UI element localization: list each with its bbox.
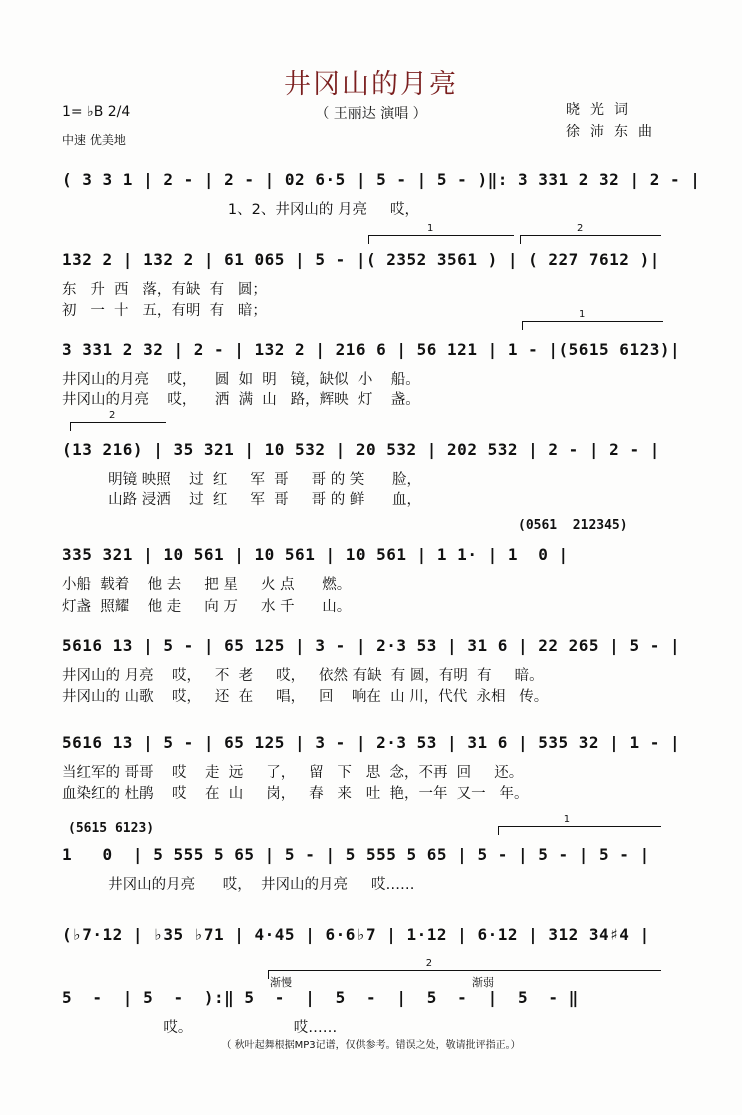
notation-line: 5616 13 | 5 - | 65 125 | 3 - | 2·3 53 | 31 6 | 535 32 | 1 - | (62, 733, 681, 752)
page-title: 井冈山的月亮 (284, 69, 458, 100)
lyric-line: 井冈山的 山歌 哎， 还 在 唱， 回 响在 山 川，代代 永相 传。 (62, 689, 549, 705)
lyric-line: 1、2、井冈山的 月亮 哎， (62, 202, 420, 218)
lyric-line: 井冈山的月亮 哎， 井冈山的月亮 哎…… (62, 877, 415, 893)
notation-line: 1 0 | 5 555 5 65 | 5 - | 5 555 5 65 | 5 - | 5 - | 5 - | (62, 845, 650, 864)
key-signature: 1= ♭B 2/4 (62, 104, 131, 120)
lyric-line: 哎。 哎…… (62, 1020, 338, 1036)
volta-bracket (70, 410, 166, 431)
volta-label: 2 (425, 958, 433, 969)
singer-credit: （ 王丽达 演唱 ） (315, 106, 427, 122)
lyric-line: 井冈山的 月亮 哎， 不 老 哎， 依然 有缺 有 圆，有明 有 暗。 (62, 668, 544, 684)
volta-label: 1 (563, 814, 571, 825)
lyric-line: 东 升 西 落，有缺 有 圆； (62, 282, 267, 298)
volta-bracket (520, 223, 661, 244)
intro-phrase: (5615 6123) (68, 821, 155, 836)
notation-line: 3 331 2 32 | 2 - | 132 2 | 216 6 | 56 121 | 1 - |(5615 6123)| (62, 340, 681, 359)
notation-line: ( 3 3 1 | 2 - | 2 - | 02 6·5 | 5 - | 5 - )‖: 3 331 2 32 | 2 - | (62, 170, 701, 189)
notation-line: 5 - | 5 - ):‖ 5 - | 5 - | 5 - | 5 - ‖ (62, 988, 579, 1007)
volta-label: 1 (427, 223, 434, 234)
volta-label: 2 (577, 223, 584, 234)
notation-line: 132 2 | 132 2 | 61 065 | 5 - |( 2352 3561 ) | ( 227 7612 )| (62, 250, 660, 269)
volta-bracket (522, 309, 663, 330)
lyric-line: 血染红的 杜鹃 哎 在 山 岗， 春 来 吐 艳，一年 又一 年。 (62, 786, 529, 802)
lyric-line: 山路 浸洒 过 红 军 哥 哥 的 鲜 血， (62, 492, 422, 508)
notation-line: 5616 13 | 5 - | 65 125 | 3 - | 2·3 53 | 31 6 | 22 265 | 5 - | (62, 636, 681, 655)
lyric-line: 当红军的 哥哥 哎 走 远 了， 留 下 思 念，不再 回 还。 (62, 765, 524, 781)
ritardando-mark: 渐慢 (270, 976, 292, 989)
volta-label: 1 (579, 309, 586, 320)
lyric-line: 灯盏 照耀 他 走 向 万 水 千 山。 (62, 599, 352, 615)
tempo-marking: 中速 优美地 (62, 133, 126, 147)
intro-phrase: (0561 212345) (518, 518, 628, 533)
lyric-line: 明镜 映照 过 红 军 哥 哥 的 笑 脸， (62, 472, 422, 488)
notation-line: (♭7·12 | ♭35 ♭71 | 4·45 | 6·6♭7 | 1·12 | 6·12 | 312 34♯4 | (62, 925, 650, 944)
volta-label: 2 (109, 410, 116, 421)
volta-bracket (498, 814, 661, 835)
lyric-line: 初 一 十 五，有明 有 暗； (62, 303, 267, 319)
volta-bracket (368, 223, 514, 244)
notation-line: (13 216) | 35 321 | 10 532 | 20 532 | 202 532 | 2 - | 2 - | (62, 440, 660, 459)
volta-bracket (268, 958, 661, 979)
footnote: （ 秋叶起舞根据MP3记谱，仅供参考。错误之处，敬请批评指正。） (221, 1040, 521, 1051)
lyric-line: 井冈山的月亮 哎， 洒 满 山 路，辉映 灯 盏。 (62, 392, 420, 408)
lyric-line: 小船 载着 他 去 把 星 火 点 燃。 (62, 577, 352, 593)
lyric-line: 井冈山的月亮 哎， 圆 如 明 镜，缺似 小 船。 (62, 372, 420, 388)
diminuendo-mark: 渐弱 (472, 976, 494, 989)
lyricist-credit: 晓光词 (566, 102, 638, 118)
notation-line: 335 321 | 10 561 | 10 561 | 10 561 | 1 1· | 1 0 | (62, 545, 569, 564)
composer-credit: 徐沛东曲 (566, 124, 662, 140)
